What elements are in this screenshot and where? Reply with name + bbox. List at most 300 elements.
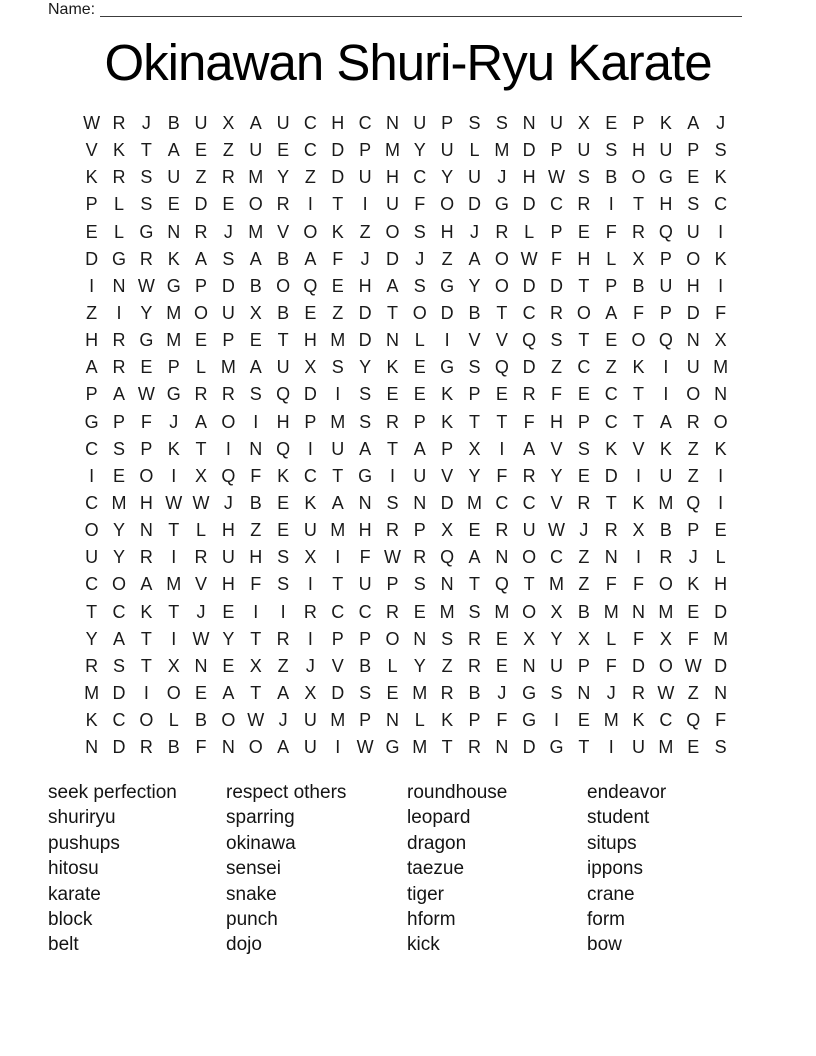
grid-letter: K — [140, 601, 153, 622]
grid-letter: I — [362, 194, 368, 215]
grid-row — [78, 300, 734, 327]
grid-letter: P — [359, 710, 372, 731]
grid-letter: P — [359, 140, 372, 161]
grid-row — [78, 571, 734, 598]
word-list-item: taezue — [407, 858, 465, 880]
grid-letter: X — [195, 465, 208, 486]
grid-letter: L — [168, 710, 179, 731]
grid-letter: Z — [86, 303, 98, 324]
grid-letter: D — [522, 140, 536, 161]
grid-letter: S — [577, 438, 590, 459]
grid-letter: T — [496, 411, 508, 432]
grid-letter: G — [494, 194, 509, 215]
grid-letter: F — [496, 465, 508, 486]
grid-letter: L — [196, 357, 207, 378]
grid-letter: J — [497, 167, 507, 188]
grid-letter: H — [331, 113, 345, 134]
grid-letter: T — [86, 601, 98, 622]
grid-letter: I — [307, 438, 313, 459]
grid-letter: I — [718, 221, 724, 242]
grid-letter: G — [358, 465, 373, 486]
grid-letter: N — [413, 628, 427, 649]
grid-row — [78, 517, 734, 544]
grid-letter: F — [551, 384, 563, 405]
grid-letter: P — [659, 303, 672, 324]
grid-letter: U — [550, 113, 564, 134]
grid-letter: R — [632, 683, 646, 704]
grid-letter: I — [89, 465, 95, 486]
grid-letter: S — [714, 737, 727, 758]
grid-letter: C — [303, 465, 317, 486]
grid-letter: C — [413, 167, 427, 188]
grid-letter: M — [412, 683, 428, 704]
grid-letter: R — [385, 601, 399, 622]
grid-letter: P — [140, 438, 153, 459]
letter-grid — [78, 110, 734, 761]
grid-row — [78, 273, 734, 300]
grid-letter: P — [605, 275, 618, 296]
grid-letter: W — [548, 167, 566, 188]
grid-letter: E — [222, 601, 235, 622]
grid-letter: R — [632, 221, 646, 242]
grid-letter: R — [522, 384, 536, 405]
grid-letter: I — [608, 737, 614, 758]
grid-letter: D — [714, 601, 728, 622]
grid-letter: G — [522, 710, 537, 731]
grid-letter: D — [331, 140, 345, 161]
grid-letter: S — [413, 275, 426, 296]
grid-letter: A — [386, 275, 399, 296]
grid-letter: Q — [686, 493, 701, 514]
word-column-2 — [226, 780, 346, 958]
grid-letter: B — [167, 737, 180, 758]
grid-letter: Z — [578, 547, 590, 568]
grid-letter: N — [714, 683, 728, 704]
grid-letter: C — [358, 601, 372, 622]
name-blank-line — [100, 16, 742, 17]
grid-letter: O — [385, 628, 400, 649]
grid-letter: D — [522, 737, 536, 758]
grid-letter: M — [330, 710, 346, 731]
grid-letter: O — [686, 384, 701, 405]
grid-letter: H — [686, 275, 700, 296]
grid-letter: Z — [687, 438, 699, 459]
grid-letter: N — [249, 438, 263, 459]
word-list-item: dragon — [407, 832, 467, 854]
grid-letter: J — [278, 710, 288, 731]
word-list-item: form — [587, 909, 625, 931]
grid-letter: Y — [140, 303, 153, 324]
grid-letter: I — [280, 601, 286, 622]
grid-letter: I — [171, 547, 177, 568]
grid-letter: E — [222, 194, 235, 215]
grid-letter: D — [331, 167, 345, 188]
grid-letter: R — [550, 303, 564, 324]
grid-letter: O — [494, 248, 509, 269]
grid-letter: U — [413, 113, 427, 134]
grid-letter: D — [522, 194, 536, 215]
grid-letter: Q — [276, 438, 291, 459]
grid-letter: A — [359, 438, 372, 459]
grid-letter: U — [221, 303, 235, 324]
grid-letter: A — [523, 438, 536, 459]
grid-letter: N — [714, 384, 728, 405]
grid-letter: U — [632, 737, 646, 758]
grid-letter: U — [577, 140, 591, 161]
grid-letter: P — [632, 113, 645, 134]
grid-letter: K — [441, 411, 454, 432]
grid-letter: B — [249, 493, 262, 514]
grid-letter: E — [222, 655, 235, 676]
grid-letter: T — [605, 493, 617, 514]
grid-letter: M — [713, 628, 729, 649]
grid-letter: W — [520, 248, 538, 269]
grid-letter: E — [687, 167, 700, 188]
grid-letter: O — [658, 655, 673, 676]
grid-letter: I — [718, 465, 724, 486]
grid-letter: I — [116, 303, 122, 324]
grid-letter: O — [248, 737, 263, 758]
grid-letter: Q — [522, 330, 537, 351]
grid-letter: Y — [413, 655, 426, 676]
grid-letter: R — [276, 194, 290, 215]
grid-letter: E — [277, 140, 290, 161]
grid-letter: I — [89, 275, 95, 296]
grid-letter: I — [171, 628, 177, 649]
grid-letter: N — [221, 737, 235, 758]
grid-letter: A — [277, 737, 290, 758]
grid-letter: P — [441, 113, 454, 134]
grid-letter: E — [195, 683, 208, 704]
grid-letter: W — [383, 547, 401, 568]
grid-letter: U — [303, 520, 317, 541]
word-list-item: dojo — [226, 934, 262, 956]
grid-letter: F — [250, 574, 262, 595]
grid-letter: O — [494, 275, 509, 296]
grid-letter: B — [277, 248, 290, 269]
grid-letter: S — [468, 601, 481, 622]
grid-letter: J — [196, 601, 206, 622]
grid-letter: Q — [221, 465, 236, 486]
grid-letter: U — [659, 275, 673, 296]
grid-letter: Y — [113, 547, 126, 568]
grid-letter: R — [139, 547, 153, 568]
grid-letter: J — [688, 547, 698, 568]
grid-letter: I — [636, 465, 642, 486]
grid-letter: E — [413, 357, 426, 378]
grid-letter: L — [606, 248, 617, 269]
grid-letter: I — [253, 411, 259, 432]
grid-letter: M — [248, 167, 264, 188]
grid-letter: Z — [250, 520, 262, 541]
grid-letter: A — [140, 574, 153, 595]
grid-letter: R — [467, 737, 481, 758]
word-column-4 — [587, 780, 666, 958]
grid-letter: N — [413, 493, 427, 514]
grid-letter: T — [633, 194, 645, 215]
grid-letter: I — [307, 574, 313, 595]
grid-letter: M — [166, 330, 182, 351]
grid-letter: S — [605, 140, 618, 161]
grid-letter: S — [113, 438, 126, 459]
grid-letter: U — [659, 140, 673, 161]
grid-letter: U — [440, 140, 454, 161]
grid-letter: I — [499, 438, 505, 459]
grid-letter: D — [522, 357, 536, 378]
grid-letter: R — [303, 601, 317, 622]
grid-letter: B — [659, 520, 672, 541]
grid-letter: F — [633, 628, 645, 649]
grid-letter: J — [579, 520, 589, 541]
grid-letter: Y — [550, 465, 563, 486]
grid-letter: O — [221, 710, 236, 731]
grid-letter: W — [684, 655, 702, 676]
grid-letter: N — [167, 221, 181, 242]
grid-letter: T — [578, 737, 590, 758]
grid-letter: R — [85, 655, 99, 676]
word-list-item: snake — [226, 883, 277, 905]
grid-letter: N — [358, 493, 372, 514]
grid-letter: R — [276, 628, 290, 649]
grid-letter: P — [441, 438, 454, 459]
grid-letter: N — [385, 330, 399, 351]
grid-letter: I — [718, 493, 724, 514]
grid-letter: U — [303, 710, 317, 731]
grid-letter: D — [522, 275, 536, 296]
grid-letter: S — [468, 113, 481, 134]
grid-letter: N — [385, 113, 399, 134]
grid-letter: F — [332, 248, 344, 269]
grid-letter: E — [195, 140, 208, 161]
grid-letter: U — [659, 465, 673, 486]
grid-letter: P — [195, 275, 208, 296]
grid-letter: A — [85, 357, 98, 378]
grid-letter: V — [441, 465, 454, 486]
grid-letter: H — [85, 330, 99, 351]
grid-letter: C — [577, 357, 591, 378]
grid-letter: T — [386, 438, 398, 459]
grid-letter: R — [194, 221, 208, 242]
grid-letter: S — [249, 384, 262, 405]
word-list-item: student — [587, 807, 650, 829]
grid-letter: V — [495, 330, 508, 351]
grid-letter: F — [715, 303, 727, 324]
grid-letter: S — [222, 248, 235, 269]
grid-letter: I — [253, 601, 259, 622]
grid-letter: E — [468, 520, 481, 541]
grid-letter: Z — [605, 357, 617, 378]
grid-letter: Y — [113, 520, 126, 541]
grid-letter: R — [604, 520, 618, 541]
grid-letter: S — [468, 357, 481, 378]
grid-row — [78, 110, 734, 137]
word-list-item: endeavor — [587, 782, 667, 803]
grid-letter: A — [413, 438, 426, 459]
grid-letter: T — [140, 655, 152, 676]
grid-letter: E — [140, 357, 153, 378]
grid-letter: O — [385, 221, 400, 242]
grid-letter: C — [85, 574, 99, 595]
grid-letter: Y — [441, 167, 454, 188]
grid-letter: P — [550, 140, 563, 161]
word-list-item: hform — [407, 909, 456, 931]
grid-letter: T — [578, 330, 590, 351]
grid-letter: I — [307, 194, 313, 215]
grid-letter: R — [440, 683, 454, 704]
grid-letter: Z — [222, 140, 234, 161]
grid-row — [78, 734, 734, 761]
grid-letter: I — [335, 384, 341, 405]
grid-letter: J — [169, 411, 179, 432]
grid-letter: F — [496, 710, 508, 731]
grid-letter: E — [249, 330, 262, 351]
grid-letter: Y — [550, 628, 563, 649]
grid-letter: D — [467, 194, 481, 215]
grid-letter: K — [687, 574, 700, 595]
grid-letter: F — [605, 574, 617, 595]
word-list-item: kick — [407, 934, 440, 956]
grid-letter: E — [495, 384, 508, 405]
grid-letter: L — [114, 194, 125, 215]
grid-letter: A — [113, 628, 126, 649]
grid-letter: G — [440, 357, 455, 378]
grid-letter: E — [85, 221, 98, 242]
word-list-item: respect others — [226, 782, 347, 803]
grid-letter: M — [603, 601, 619, 622]
word-list-item: ippons — [587, 858, 643, 880]
grid-letter: D — [550, 275, 564, 296]
grid-letter: R — [194, 384, 208, 405]
grid-letter: S — [113, 655, 126, 676]
grid-letter: R — [385, 520, 399, 541]
grid-letter: R — [112, 330, 126, 351]
grid-letter: W — [192, 628, 210, 649]
grid-letter: P — [85, 194, 98, 215]
grid-letter: W — [192, 493, 210, 514]
grid-letter: D — [440, 303, 454, 324]
grid-letter: Q — [494, 357, 509, 378]
grid-letter: U — [358, 167, 372, 188]
grid-letter: S — [550, 683, 563, 704]
grid-letter: D — [714, 655, 728, 676]
grid-letter: E — [714, 520, 727, 541]
grid-letter: E — [605, 330, 618, 351]
grid-letter: E — [577, 384, 590, 405]
grid-letter: R — [112, 167, 126, 188]
grid-letter: N — [440, 574, 454, 595]
grid-letter: O — [631, 167, 646, 188]
grid-letter: X — [222, 113, 235, 134]
grid-letter: E — [687, 737, 700, 758]
grid-letter: Z — [359, 221, 371, 242]
grid-letter: L — [196, 520, 207, 541]
grid-letter: E — [577, 221, 590, 242]
grid-letter: R — [467, 628, 481, 649]
grid-letter: C — [112, 601, 126, 622]
word-column-1 — [48, 780, 177, 958]
grid-letter: J — [415, 248, 425, 269]
grid-letter: Q — [276, 384, 291, 405]
grid-letter: I — [444, 330, 450, 351]
grid-letter: X — [632, 248, 645, 269]
grid-letter: Y — [85, 628, 98, 649]
grid-letter: S — [413, 221, 426, 242]
grid-letter: K — [632, 357, 645, 378]
grid-letter: T — [578, 275, 590, 296]
grid-letter: Z — [304, 167, 316, 188]
grid-letter: U — [85, 547, 99, 568]
grid-letter: O — [713, 411, 728, 432]
grid-letter: M — [330, 520, 346, 541]
grid-letter: Z — [195, 167, 207, 188]
grid-letter: H — [221, 574, 235, 595]
grid-letter: V — [277, 221, 290, 242]
grid-letter: L — [715, 547, 726, 568]
grid-letter: M — [658, 737, 674, 758]
grid-letter: H — [550, 411, 564, 432]
grid-letter: R — [221, 167, 235, 188]
grid-letter: E — [687, 601, 700, 622]
grid-letter: P — [413, 520, 426, 541]
word-column-3 — [407, 780, 507, 958]
grid-letter: O — [576, 303, 591, 324]
grid-letter: U — [194, 113, 208, 134]
grid-letter: L — [387, 655, 398, 676]
grid-letter: F — [359, 547, 371, 568]
grid-letter: B — [195, 710, 208, 731]
grid-row — [78, 137, 734, 164]
grid-letter: Y — [413, 140, 426, 161]
grid-letter: R — [495, 221, 509, 242]
grid-letter: K — [659, 113, 672, 134]
grid-letter: O — [522, 601, 537, 622]
grid-letter: D — [194, 194, 208, 215]
grid-letter: K — [85, 167, 98, 188]
grid-letter: O — [440, 194, 455, 215]
grid-letter: Z — [551, 357, 563, 378]
grid-letter: I — [636, 547, 642, 568]
grid-letter: U — [249, 140, 263, 161]
grid-letter: S — [140, 194, 153, 215]
grid-letter: C — [714, 194, 728, 215]
grid-letter: B — [605, 167, 618, 188]
word-list-item: punch — [226, 909, 278, 931]
grid-letter: O — [522, 547, 537, 568]
grid-letter: D — [686, 303, 700, 324]
word-list-item: seek perfection — [48, 782, 177, 803]
grid-letter: C — [659, 710, 673, 731]
grid-letter: W — [137, 384, 155, 405]
grid-letter: Y — [277, 167, 290, 188]
grid-letter: V — [195, 574, 208, 595]
grid-letter: A — [113, 384, 126, 405]
grid-letter: X — [714, 330, 727, 351]
grid-letter: R — [522, 465, 536, 486]
grid-letter: N — [495, 547, 509, 568]
grid-letter: N — [604, 547, 618, 568]
grid-letter: F — [633, 574, 645, 595]
word-list-item: pushups — [48, 832, 120, 854]
grid-letter: J — [223, 221, 233, 242]
grid-letter: T — [496, 303, 508, 324]
grid-letter: C — [331, 601, 345, 622]
grid-letter: U — [686, 221, 700, 242]
grid-letter: T — [633, 384, 645, 405]
grid-letter: E — [495, 628, 508, 649]
word-list-item: shuriryu — [48, 807, 116, 829]
grid-letter: A — [249, 357, 262, 378]
grid-letter: O — [276, 275, 291, 296]
